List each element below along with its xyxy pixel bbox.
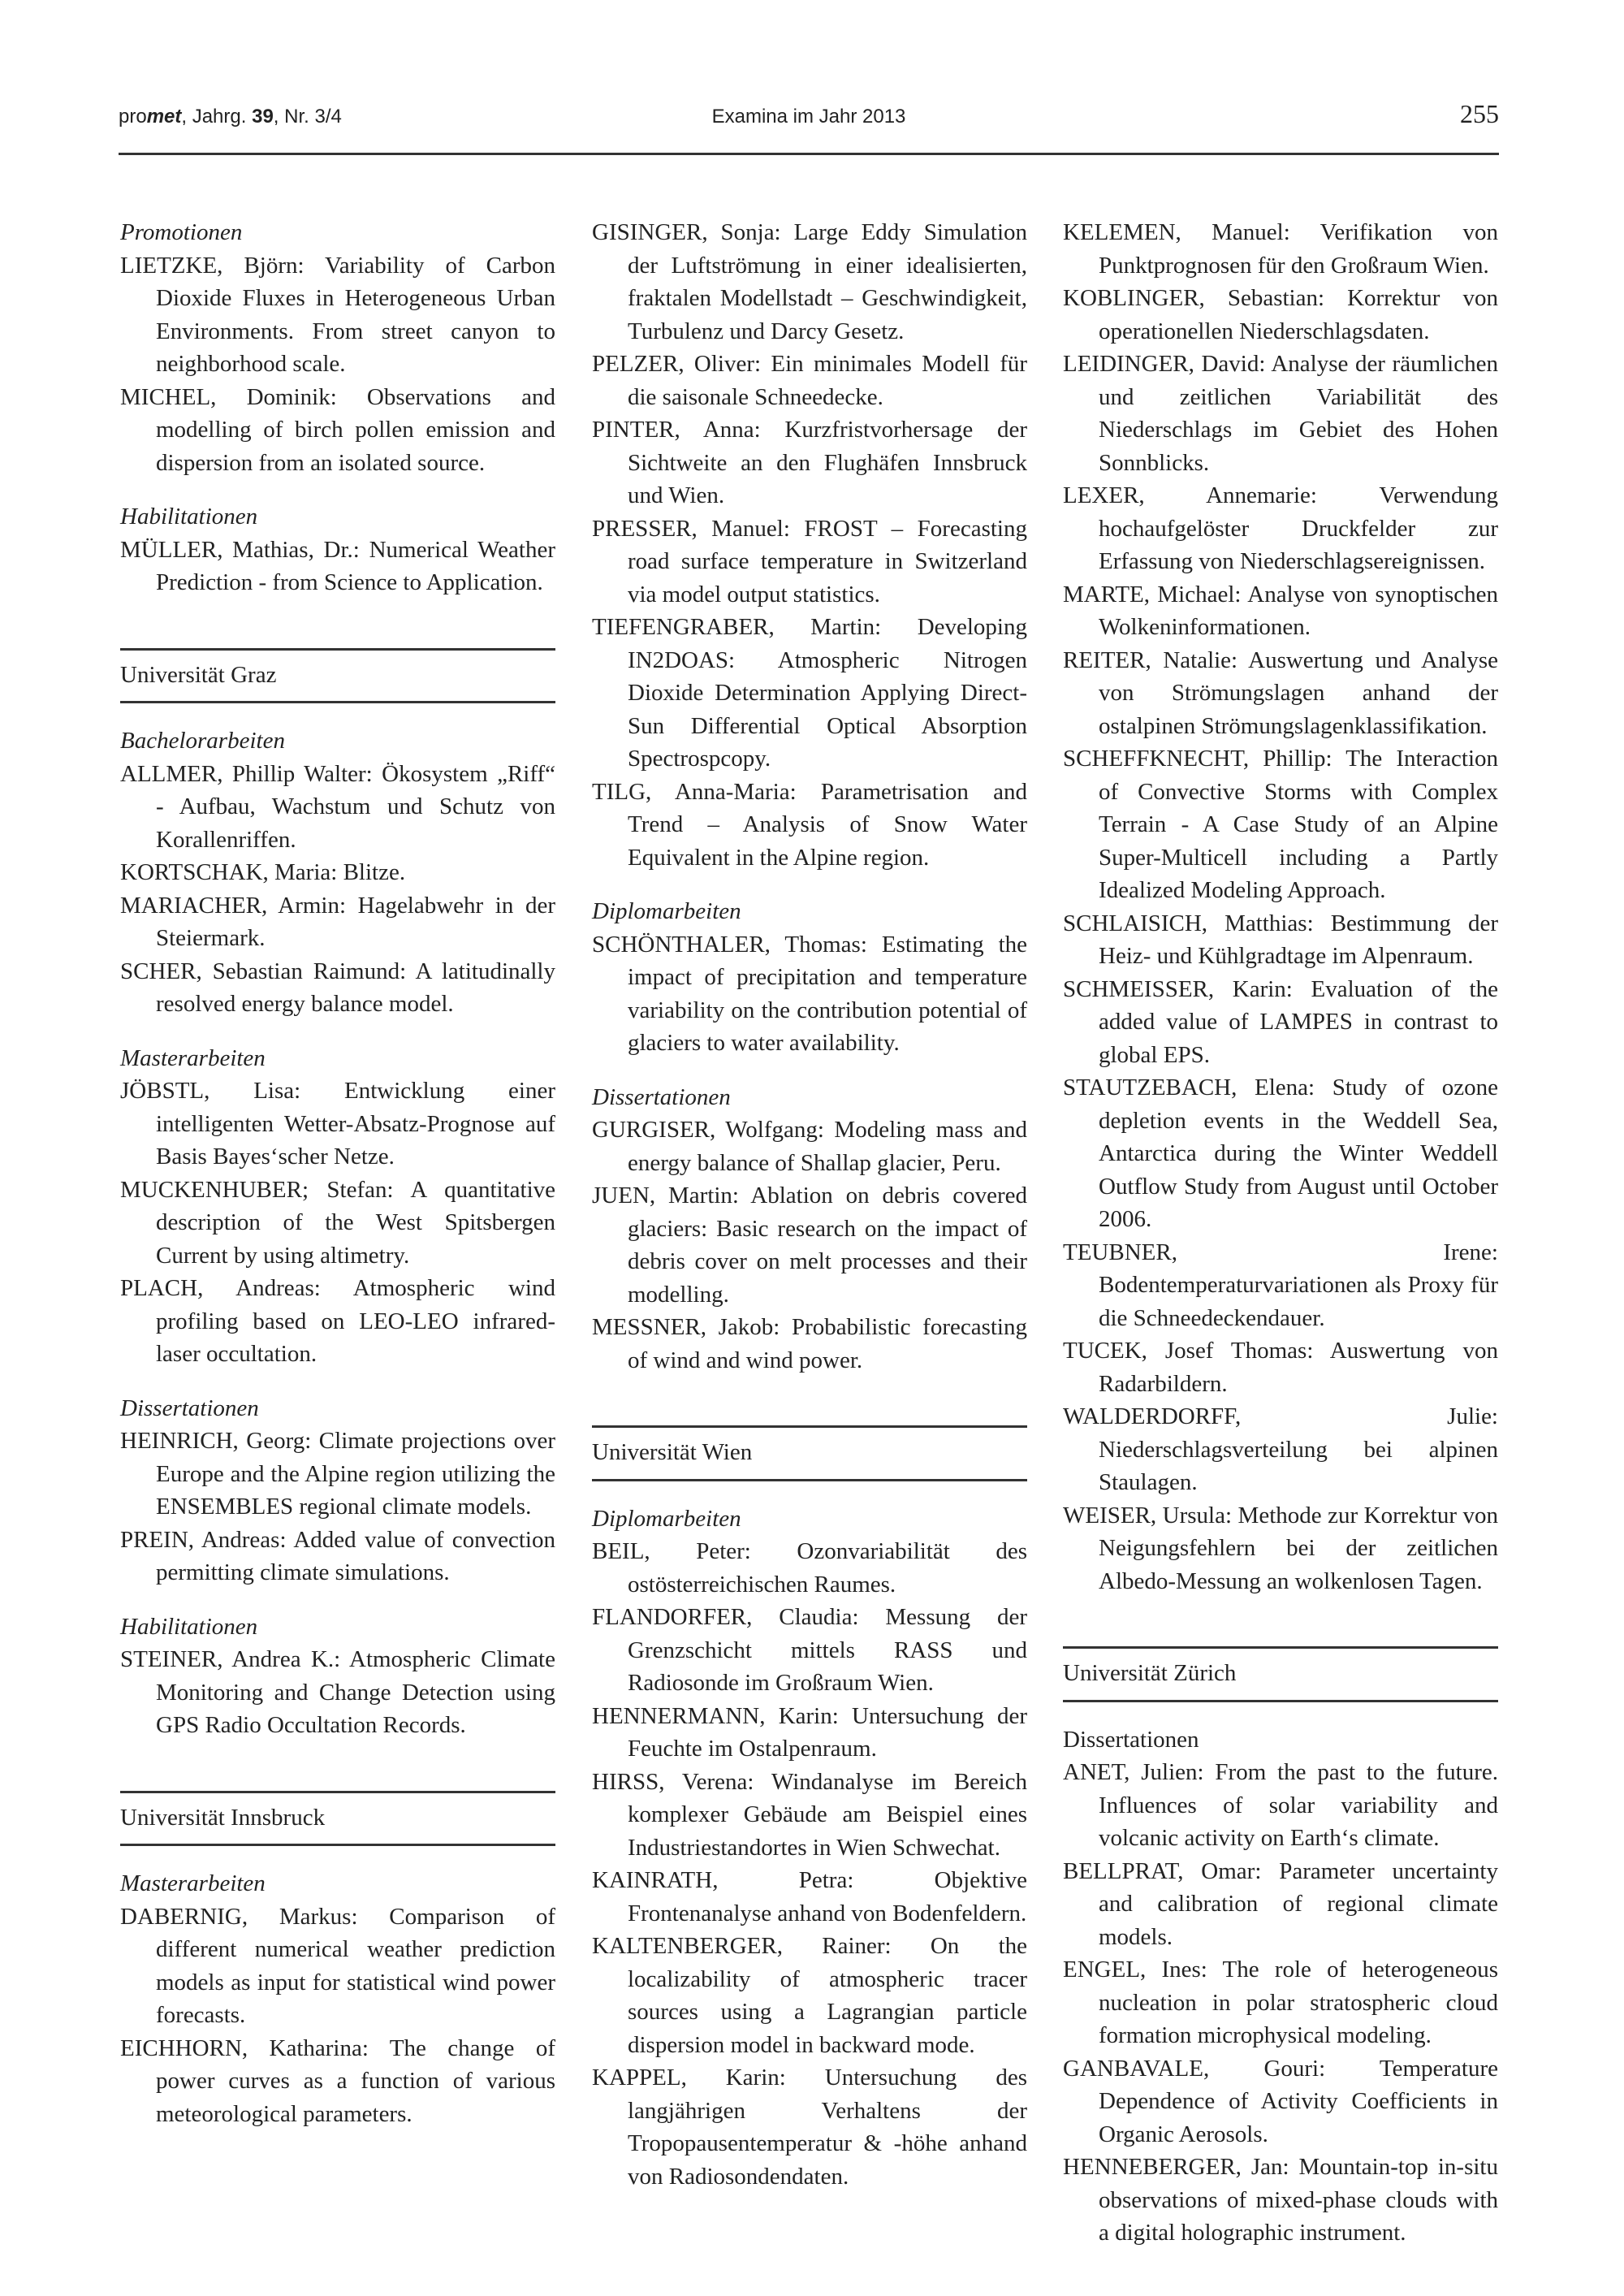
section-heading: Bachelorarbeiten bbox=[120, 728, 285, 754]
list-item bbox=[592, 1930, 1027, 2061]
thesis-title: Comparison of different numerical weather prediction models as input for statistical wind power forecasts. bbox=[156, 1903, 555, 2028]
section-heading: Dissertationen bbox=[120, 1394, 259, 1421]
list-item bbox=[120, 889, 555, 955]
thesis-title: On the localizability of atmospheric tracer sources using a Lagrangian particle dispersion model in backward mode. bbox=[628, 1933, 1027, 2058]
section-heading: Masterarbeiten bbox=[120, 1870, 266, 1896]
list-item bbox=[1063, 1236, 1498, 1335]
journal-citation: promet, Jahrg. 39, Nr. 3/4 bbox=[119, 106, 342, 128]
university-heading: Universität Wien bbox=[592, 1425, 1027, 1481]
author-name: EICHHORN, Katharina: bbox=[120, 2034, 369, 2061]
section-heading: Promotionen bbox=[120, 219, 243, 245]
section-heading: Dissertationen bbox=[1063, 1726, 1199, 1753]
author-name: KALTENBERGER, Rainer: bbox=[592, 1933, 892, 1959]
list-item bbox=[1063, 2052, 1498, 2151]
author-name: PREIN, Andreas: bbox=[120, 1526, 287, 1553]
thesis-title: Developing IN2DOAS: Atmospheric Nitrogen Dioxide Determination Applying Direct-Sun Differential Optical Absorption Spectrospcopy. bbox=[628, 614, 1027, 772]
column-1 bbox=[120, 216, 555, 2130]
author-name: LEIDINGER, David: bbox=[1063, 351, 1266, 377]
university-heading: Universität Graz bbox=[120, 648, 555, 704]
thesis-title: Verifikation von Punktprognosen für den Großraum Wien. bbox=[1099, 219, 1498, 279]
list-item bbox=[120, 955, 555, 1021]
section-heading: Habilitationen bbox=[120, 1613, 258, 1640]
author-name: WEISER, Ursula: bbox=[1063, 1502, 1233, 1529]
author-name: MESSNER, Jakob: bbox=[592, 1314, 780, 1340]
thesis-title: Variability of Carbon Dioxide Fluxes in Heterogeneous Urban Environments. From street canyon to neighborhood scale. bbox=[156, 252, 555, 377]
page-header bbox=[119, 99, 1499, 158]
section-heading: Masterarbeiten bbox=[120, 1044, 266, 1071]
column-2 bbox=[592, 216, 1027, 2193]
thesis-title: Hagelabwehr in der Steiermark. bbox=[156, 892, 555, 951]
author-name: KAPPEL, Karin: bbox=[592, 2065, 786, 2091]
list-item bbox=[592, 2061, 1027, 2193]
entry-list bbox=[1063, 1756, 1498, 2250]
author-name: TIEFENGRABER, Martin: bbox=[592, 614, 882, 640]
list-item bbox=[120, 1272, 555, 1371]
thesis-title: Climate projections over Europe and the Alpine region utilizing the ENSEMBLES regional climate models. bbox=[156, 1428, 555, 1520]
list-item bbox=[592, 1113, 1027, 1179]
author-name: SCHLAISICH, Matthias: bbox=[1063, 910, 1314, 936]
list-item bbox=[120, 2032, 555, 2131]
thesis-title: Analyse der räumlichen und zeitlichen Variabilität des Niederschlags im Gebiet des Hohen Sonnblicks. bbox=[1099, 351, 1498, 476]
author-name: HENNERMANN, Karin: bbox=[592, 1702, 839, 1729]
list-item bbox=[120, 758, 555, 857]
thesis-title: Entwicklung einer intelligenten Wetter-Absatz-Prognose auf Basis Bayes‘scher Netze. bbox=[156, 1078, 555, 1170]
entry-list bbox=[592, 1113, 1027, 1377]
list-item bbox=[120, 1174, 555, 1273]
thesis-title: Large Eddy Simulation der Luftströmung in einer idealisierten, fraktalen Modellstadt – Geschwindigkeit, Turbulenz und Darcy Gesetz. bbox=[628, 219, 1028, 344]
page-number: 255 bbox=[1460, 99, 1499, 128]
author-name: PLACH, Andreas: bbox=[120, 1275, 321, 1301]
list-item bbox=[120, 856, 555, 889]
thesis-title: Mountain-top in-situ observations of mixed-phase clouds with a digital holographic instrument. bbox=[1099, 2154, 1498, 2246]
list-item bbox=[120, 1643, 555, 1742]
section-heading: Diplomarbeiten bbox=[592, 1505, 741, 1532]
section-heading: Habilitationen bbox=[120, 504, 258, 530]
list-item bbox=[592, 928, 1027, 1060]
author-name: DABERNIG, Markus: bbox=[120, 1903, 358, 1930]
author-name: SCHER, Sebastian Raimund: bbox=[120, 958, 407, 984]
author-name: KOBLINGER, Sebastian: bbox=[1063, 285, 1325, 311]
entry-list bbox=[592, 928, 1027, 1060]
list-item bbox=[592, 1311, 1027, 1377]
author-name: PELZER, Oliver: bbox=[592, 351, 762, 377]
list-item bbox=[1063, 1334, 1498, 1400]
list-item bbox=[592, 1179, 1027, 1311]
author-name: HIRSS, Verena: bbox=[592, 1768, 754, 1795]
entry-list bbox=[120, 758, 555, 1021]
thesis-title: The role of heterogeneous nucleation in polar stratospheric cloud formation microphysical modeling. bbox=[1099, 1957, 1498, 2048]
thesis-title: The change of power curves as a function of various meteorological parameters. bbox=[156, 2034, 555, 2127]
list-item bbox=[592, 1700, 1027, 1766]
author-name: GISINGER, Sonja: bbox=[592, 219, 781, 245]
thesis-title: Bestimmung der Heiz- und Kühlgradtage im Alpenraum. bbox=[1099, 910, 1498, 969]
thesis-title: Analyse von synoptischen Wolkeninformationen. bbox=[1099, 581, 1498, 640]
author-name: MÜLLER, Mathias, Dr.: bbox=[120, 536, 360, 563]
author-name: LIETZKE, Björn: bbox=[120, 252, 304, 279]
thesis-title: Evaluation of the added value of LAMPES in contrast to global EPS. bbox=[1099, 975, 1498, 1068]
list-item bbox=[1063, 1756, 1498, 1855]
entry-list bbox=[120, 249, 555, 480]
list-item bbox=[1063, 2151, 1498, 2250]
list-item bbox=[120, 1074, 555, 1174]
list-item bbox=[120, 1425, 555, 1524]
author-name: LEXER, Annemarie: bbox=[1063, 482, 1317, 508]
column-3 bbox=[1063, 216, 1498, 2250]
entry-list bbox=[120, 534, 555, 599]
university-heading: Universität Innsbruck bbox=[120, 1791, 555, 1847]
author-name: FLANDORFER, Claudia: bbox=[592, 1604, 859, 1630]
thesis-title: Untersuchung der Feuchte im Ostalpenraum. bbox=[628, 1702, 1028, 1762]
author-name: HEINRICH, Georg: bbox=[120, 1428, 312, 1454]
thesis-title: Observations and modelling of birch pollen emission and dispersion from an isolated source. bbox=[156, 383, 555, 476]
thesis-title: Blitze. bbox=[343, 859, 406, 885]
list-item bbox=[592, 216, 1027, 348]
thesis-title: A quantitative description of the West Spitsbergen Current by using altimetry. bbox=[156, 1176, 555, 1269]
author-name: BEIL, Peter: bbox=[592, 1538, 751, 1564]
author-name: ANET, Julien: bbox=[1063, 1759, 1204, 1785]
list-item bbox=[1063, 1855, 1498, 1954]
thesis-title: Atmospheric Climate Monitoring and Change Detection using GPS Radio Occultation Records. bbox=[156, 1646, 555, 1738]
thesis-title: Ein minimales Modell für die saisonale Schneedecke. bbox=[628, 351, 1028, 410]
author-name: TILG, Anna-Maria: bbox=[592, 778, 797, 805]
thesis-title: Niederschlagsverteilung bei alpinen Staulagen. bbox=[1099, 1436, 1498, 1495]
running-title: Examina im Jahr 2013 bbox=[711, 106, 906, 128]
list-item bbox=[1063, 973, 1498, 1072]
thesis-title: The Interaction of Convective Storms with Complex Terrain - A Case Study of an Alpine Super-Multicell including a Partly Idealized Modeling Approach. bbox=[1099, 746, 1498, 903]
thesis-title: Methode zur Korrektur von Neigungsfehlern bei der zeitlichen Albedo-Messung an wolkenlosen Tagen. bbox=[1099, 1502, 1498, 1594]
thesis-title: A latitudinally resolved energy balance model. bbox=[156, 958, 555, 1017]
thesis-title: Estimating the impact of precipitation and temperature variability on the contribution potential of glaciers to water availability. bbox=[628, 931, 1027, 1056]
thesis-title: Temperature Dependence of Activity Coefficients in Organic Aerosols. bbox=[1099, 2055, 1498, 2147]
author-name: BELLPRAT, Omar: bbox=[1063, 1857, 1262, 1884]
list-item bbox=[1063, 348, 1498, 479]
author-name: KAINRATH, Petra: bbox=[592, 1867, 854, 1893]
list-item bbox=[592, 1766, 1027, 1865]
list-item bbox=[1063, 479, 1498, 578]
author-name: JUEN, Martin: bbox=[592, 1183, 739, 1209]
thesis-title: Atmospheric wind profiling based on LEO-LEO infrared-laser occultation. bbox=[156, 1275, 555, 1367]
thesis-title: Ozonvariabilität des ostösterreichischen Raumes. bbox=[628, 1538, 1028, 1598]
entry-list bbox=[592, 216, 1027, 874]
list-item bbox=[1063, 1071, 1498, 1236]
list-item bbox=[592, 1601, 1027, 1700]
list-item bbox=[120, 1900, 555, 2032]
university-heading: Universität Zürich bbox=[1063, 1646, 1498, 1702]
thesis-title: Windanalyse im Bereich komplexer Gebäude am Beispiel eines Industriestandortes in Wien Schwechat. bbox=[628, 1768, 1028, 1861]
author-name: SCHMEISSER, Karin: bbox=[1063, 975, 1293, 1002]
list-item bbox=[1063, 1499, 1498, 1598]
author-name: MARIACHER, Armin: bbox=[120, 892, 347, 919]
list-item bbox=[120, 249, 555, 381]
list-item bbox=[120, 534, 555, 599]
header-rule bbox=[119, 153, 1499, 155]
thesis-title: Verwendung hochaufgelöster Druckfelder zur Erfassung von Niederschlagsereignissen. bbox=[1099, 482, 1498, 574]
list-item bbox=[1063, 1400, 1498, 1499]
author-name: HENNEBERGER, Jan: bbox=[1063, 2154, 1289, 2180]
thesis-title: Added value of convection permitting climate simulations. bbox=[156, 1526, 555, 1585]
author-name: JÖBSTL, Lisa: bbox=[120, 1078, 301, 1104]
thesis-title: Auswertung von Radarbildern. bbox=[1099, 1338, 1498, 1397]
thesis-title: FROST – Forecasting road surface temperature in Switzerland via model output statistics. bbox=[628, 515, 1027, 608]
list-item bbox=[592, 413, 1027, 512]
author-name: MICHEL, Dominik: bbox=[120, 383, 337, 410]
thesis-title: Study of ozone depletion events in the Weddell Sea, Antarctica during the Winter Weddell Outflow Study from August until October 2006. bbox=[1099, 1074, 1498, 1232]
entry-list bbox=[1063, 216, 1498, 1598]
list-item bbox=[592, 611, 1027, 776]
author-name: PINTER, Anna: bbox=[592, 417, 761, 443]
author-name: KELEMEN, Manuel: bbox=[1063, 219, 1290, 245]
thesis-title: Modeling mass and energy balance of Shallap glacier, Peru. bbox=[628, 1117, 1028, 1176]
author-name: SCHEFFKNECHT, Phillip: bbox=[1063, 746, 1332, 772]
author-name: GANBAVALE, Gouri: bbox=[1063, 2055, 1326, 2082]
list-item bbox=[592, 348, 1027, 413]
thesis-title: Ablation on debris covered glaciers: Basic research on the impact of debris cover on melt processes and their modelling. bbox=[628, 1183, 1027, 1308]
author-name: REITER, Natalie: bbox=[1063, 646, 1238, 673]
list-item bbox=[1063, 216, 1498, 282]
author-name: WALDERDORFF, Julie: bbox=[1063, 1403, 1498, 1429]
section-heading: Dissertationen bbox=[592, 1083, 731, 1110]
author-name: ALLMER, Phillip Walter: bbox=[120, 760, 373, 787]
entry-list bbox=[592, 1535, 1027, 2193]
thesis-title: Untersuchung des langjährigen Verhaltens der Tropopausentemperatur & -höhe anhand von Radiosondendaten. bbox=[628, 2065, 1028, 2190]
thesis-title: From the past to the future. Influences of solar variability and volcanic activity on Earth‘s climate. bbox=[1099, 1759, 1499, 1851]
thesis-title: Auswertung und Analyse von Strömungslagen anhand der ostalpinen Strömungslagenklassifikation. bbox=[1099, 646, 1498, 739]
author-name: STEINER, Andrea K.: bbox=[120, 1646, 341, 1672]
author-name: MARTE, Michael: bbox=[1063, 581, 1242, 608]
thesis-title: Probabilistic forecasting of wind and wind power. bbox=[628, 1314, 1027, 1373]
author-name: ENGEL, Ines: bbox=[1063, 1957, 1207, 1983]
thesis-title: Ökosystem „Riff“ - Aufbau, Wachstum und Schutz von Korallenriffen. bbox=[156, 760, 556, 853]
thesis-title: Objektive Frontenanalyse anhand von Bodenfeldern. bbox=[628, 1867, 1027, 1926]
thesis-title: Korrektur von operationellen Niederschlagsdaten. bbox=[1099, 285, 1499, 344]
list-item bbox=[120, 381, 555, 480]
thesis-title: Messung der Grenzschicht mittels RASS und Radiosonde im Großraum Wien. bbox=[628, 1604, 1027, 1696]
entry-list bbox=[120, 1425, 555, 1589]
author-name: GURGISER, Wolfgang: bbox=[592, 1117, 824, 1143]
list-item bbox=[1063, 907, 1498, 973]
author-name: TUCEK, Josef Thomas: bbox=[1063, 1338, 1314, 1364]
section-heading: Diplomarbeiten bbox=[592, 898, 741, 924]
list-item bbox=[1063, 644, 1498, 743]
entry-list bbox=[120, 1900, 555, 2131]
thesis-title: Numerical Weather Prediction - from Science to Application. bbox=[156, 536, 556, 595]
author-name: TEUBNER, Irene: bbox=[1063, 1239, 1498, 1265]
list-item bbox=[592, 512, 1027, 612]
author-name: KORTSCHAK, Maria: bbox=[120, 859, 338, 885]
list-item bbox=[120, 1524, 555, 1589]
thesis-title: Bodentemperaturvariationen als Proxy für die Schneedeckendauer. bbox=[1099, 1272, 1498, 1331]
list-item bbox=[1063, 578, 1498, 644]
author-name: STAUTZEBACH, Elena: bbox=[1063, 1074, 1315, 1100]
list-item bbox=[592, 1535, 1027, 1601]
thesis-title: Kurzfristvorhersage der Sichtweite an den Flughäfen Innsbruck und Wien. bbox=[628, 417, 1027, 508]
list-item bbox=[592, 1864, 1027, 1930]
thesis-title: Parameter uncertainty and calibration of regional climate models. bbox=[1099, 1857, 1498, 1950]
list-item bbox=[592, 776, 1027, 875]
entry-list bbox=[120, 1643, 555, 1742]
list-item bbox=[1063, 742, 1498, 907]
author-name: MUCKENHUBER; Stefan: bbox=[120, 1176, 394, 1203]
author-name: SCHÖNTHALER, Thomas: bbox=[592, 931, 867, 958]
list-item bbox=[1063, 282, 1498, 348]
author-name: PRESSER, Manuel: bbox=[592, 515, 790, 542]
thesis-title: Parametrisation and Trend – Analysis of Snow Water Equivalent in the Alpine region. bbox=[628, 778, 1028, 871]
list-item bbox=[1063, 1953, 1498, 2052]
entry-list bbox=[120, 1074, 555, 1371]
